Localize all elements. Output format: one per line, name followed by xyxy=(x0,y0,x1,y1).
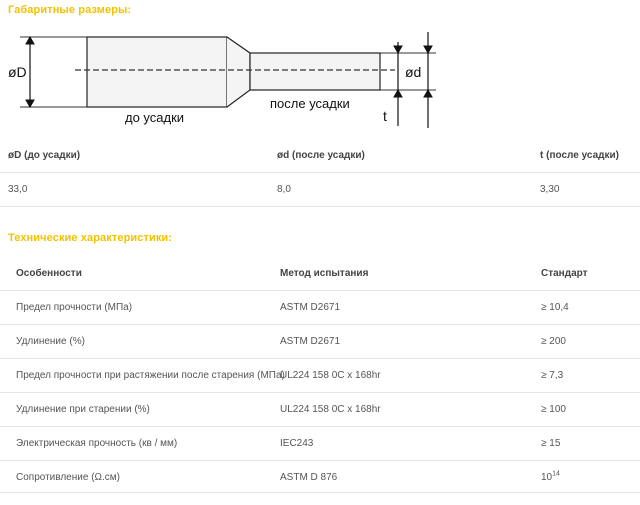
table-row xyxy=(0,427,640,461)
dimensions-header-big-d: øD (до усадки) xyxy=(8,150,81,161)
spec-feature: Электрическая прочность (кв / мм) xyxy=(16,438,178,449)
table-row xyxy=(0,325,640,359)
table-row xyxy=(0,291,640,325)
table-row xyxy=(0,359,640,393)
specs-header-standard: Стандарт xyxy=(541,268,588,279)
table-row xyxy=(0,393,640,427)
spec-standard: ≥ 7,3 xyxy=(541,370,564,381)
spec-feature: Удлинение при старении (%) xyxy=(16,404,150,415)
big-d-label: øD xyxy=(8,64,27,80)
spec-method: ASTM D2671 xyxy=(280,336,341,347)
spec-standard: ≥ 100 xyxy=(541,404,566,415)
dimensions-header-small-d: ød (после усадки) xyxy=(277,150,365,161)
spec-feature: Удлинение (%) xyxy=(16,336,85,347)
after-shrink-label: после усадки xyxy=(270,96,350,111)
dimensions-header-t: t (после усадки) xyxy=(540,150,619,161)
dimensions-header-row xyxy=(0,140,640,173)
spec-method: IEC243 xyxy=(280,438,314,449)
dimensions-value-t: 3,30 xyxy=(540,184,560,195)
spec-feature: Предел прочности (МПа) xyxy=(16,302,133,313)
shrink-tube-diagram xyxy=(0,20,450,132)
spec-standard-exponent: 14 xyxy=(552,470,560,478)
specs-header-row xyxy=(0,257,640,291)
specs-header-feature: Особенности xyxy=(16,268,82,279)
spec-method: UL224 158 0C x 168hr xyxy=(280,404,381,415)
spec-standard: ≥ 200 xyxy=(541,336,566,347)
table-row xyxy=(0,461,640,493)
spec-standard: ≥ 15 xyxy=(541,438,561,449)
spec-feature: Предел прочности при растяжении после старения (МПа) xyxy=(16,370,285,381)
specs-section-title: Технические характеристики: xyxy=(8,232,173,244)
dimensions-value-big-d: 33,0 xyxy=(8,184,28,195)
dimensions-section-title: Габаритные размеры: xyxy=(8,4,132,16)
specs-header-method: Метод испытания xyxy=(280,268,369,279)
small-d-label: ød xyxy=(405,64,422,80)
spec-feature: Сопротивление (Ω.см) xyxy=(16,472,120,483)
table-row xyxy=(0,173,640,207)
before-shrink-label: до усадки xyxy=(125,110,185,125)
dimensions-value-small-d: 8,0 xyxy=(277,184,291,195)
spec-standard-base: 10 xyxy=(541,472,553,483)
spec-standard: ≥ 10,4 xyxy=(541,302,569,313)
spec-method: UL224 158 0C x 168hr xyxy=(280,370,381,381)
spec-method: ASTM D 876 xyxy=(280,472,338,483)
spec-method: ASTM D2671 xyxy=(280,302,341,313)
spec-standard xyxy=(541,472,560,483)
t-label: t xyxy=(383,108,387,124)
